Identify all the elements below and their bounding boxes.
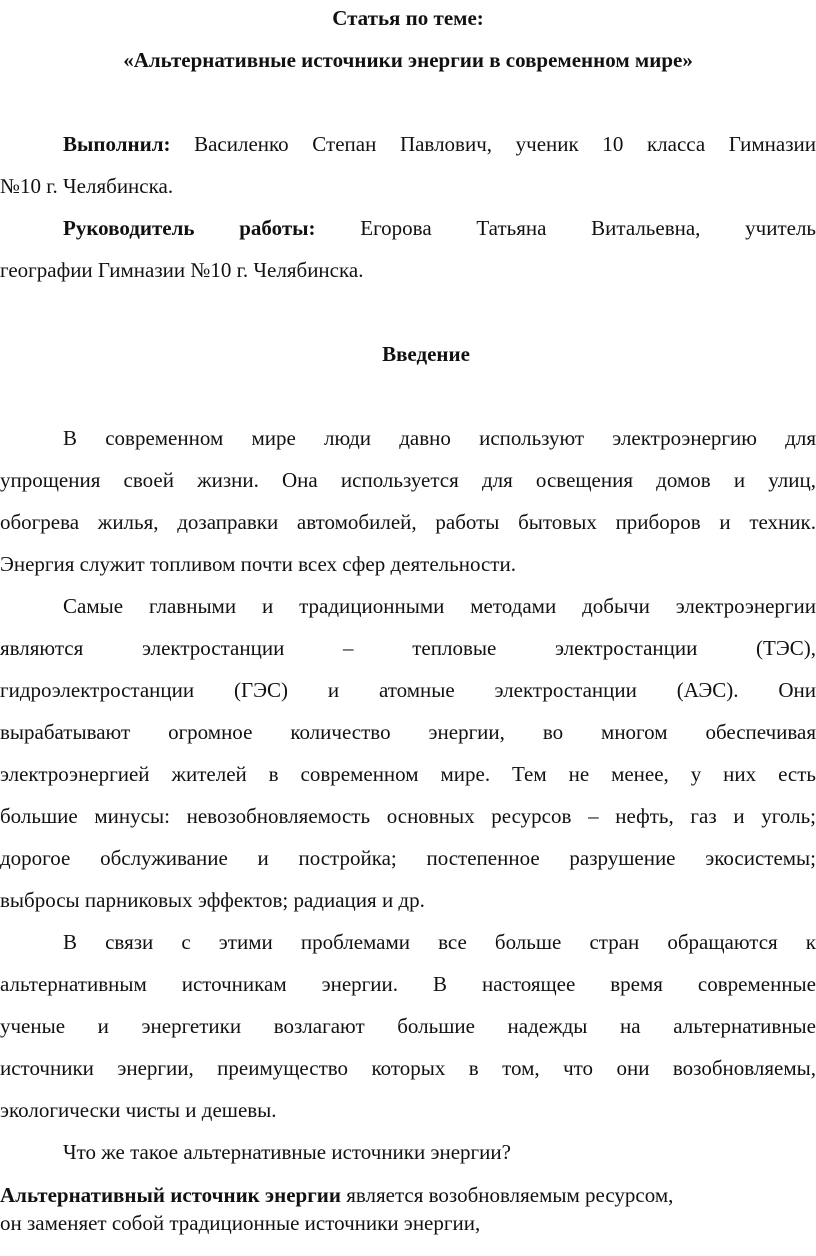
author-line-2: №10 г. Челябинска. xyxy=(0,174,174,198)
title-line-2: «Альтернативные источники энергии в современном мире» xyxy=(123,48,693,72)
p5-line-2: он заменяет собой традиционные источники энергии, xyxy=(0,1211,481,1235)
author-label: Выполнил: xyxy=(63,132,171,156)
supervisor-label: Руководитель работы: xyxy=(63,216,316,240)
p3-line: альтернативным источникам энергии. В настоящее время современные xyxy=(0,972,816,996)
p2-line: электроэнергией жителей в современном мире. Тем не менее, у них есть xyxy=(0,762,816,786)
p2-line: вырабатывают огромное количество энергии, во многом обеспечивая xyxy=(0,720,816,744)
p1-line: В современном мире люди давно используют электроэнергию для xyxy=(63,426,816,450)
p2-line: дорогое обслуживание и постройка; постепенное разрушение экосистемы; xyxy=(0,846,816,870)
p2-line: большие минусы: невозобновляемость основных ресурсов – нефть, газ и уголь; xyxy=(0,804,816,828)
author-line xyxy=(0,131,816,157)
p1-line: упрощения своей жизни. Она используется для освещения домов и улиц, xyxy=(0,468,816,492)
p5-line-1 xyxy=(0,1182,816,1208)
p5-term: Альтернативный источник энергии xyxy=(0,1183,341,1207)
author-text: Василенко Степан Павлович, ученик 10 класса Гимназии xyxy=(194,132,816,156)
supervisor-text: Егорова Татьяна Витальевна, учитель xyxy=(360,216,816,240)
p2-line: выбросы парниковых эффектов; радиация и др. xyxy=(0,888,425,912)
p4-line: Что же такое альтернативные источники энергии? xyxy=(63,1140,511,1164)
p3-line: экологически чисты и дешевы. xyxy=(0,1098,277,1122)
p2-line: являются электростанции – тепловые электростанции (ТЭС), xyxy=(0,636,816,660)
p3-line: ученые и энергетики возлагают большие надежды на альтернативные xyxy=(0,1014,816,1038)
section-heading: Введение xyxy=(382,342,470,366)
supervisor-line xyxy=(0,215,816,241)
p1-line: Энергия служит топливом почти всех сфер деятельности. xyxy=(0,552,516,576)
p2-line: Самые главными и традиционными методами добычи электроэнергии xyxy=(63,594,816,618)
p3-line: источники энергии, преимущество которых в том, что они возобновляемы, xyxy=(0,1056,816,1080)
p2-line: гидроэлектростанции (ГЭС) и атомные электростанции (АЭС). Они xyxy=(0,678,816,702)
supervisor-line-2: географии Гимназии №10 г. Челябинска. xyxy=(0,258,364,282)
p3-line: В связи с этими проблемами все больше стран обращаются к xyxy=(63,930,816,954)
p5-rest: является возобновляемым ресурсом, xyxy=(340,1183,674,1207)
p1-line: обогрева жилья, дозаправки автомобилей, работы бытовых приборов и техник. xyxy=(0,510,816,534)
title-line-1: Статья по теме: xyxy=(332,6,484,30)
